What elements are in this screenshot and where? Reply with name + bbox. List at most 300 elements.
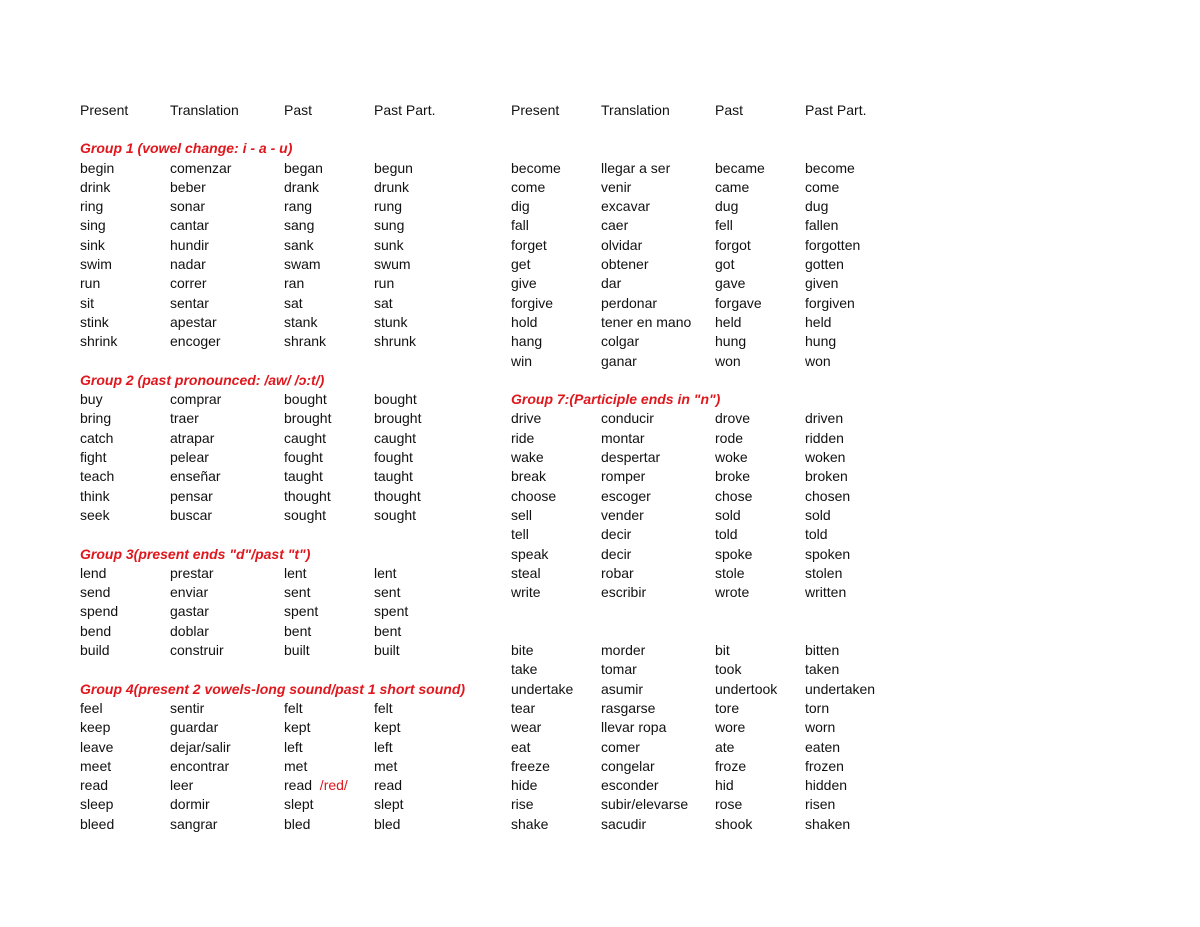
translation: tomar: [601, 661, 637, 678]
verb-row: [511, 680, 915, 699]
past-form: wore: [715, 719, 746, 736]
present-form: drive: [511, 410, 542, 427]
verb-row: [511, 467, 915, 486]
translation: llegar a ser: [601, 159, 671, 176]
translation: gastar: [170, 603, 209, 620]
column-header: Past: [284, 102, 313, 118]
verb-row: [80, 178, 484, 197]
present-form: rise: [511, 796, 534, 813]
translation: comer: [601, 738, 640, 755]
past-form: sold: [715, 506, 741, 523]
present-form: sell: [511, 506, 533, 523]
present-form: choose: [511, 487, 557, 504]
past-form: told: [715, 526, 738, 543]
verb-row: [80, 159, 484, 178]
past-participle: fought: [374, 449, 413, 466]
past-participle: risen: [805, 796, 836, 813]
verb-row: [511, 159, 915, 178]
spacer: [511, 622, 915, 641]
column-header: Past: [715, 102, 744, 118]
translation: correr: [170, 275, 207, 292]
translation: romper: [601, 468, 646, 485]
translation: robar: [601, 564, 634, 581]
translation: beber: [170, 178, 206, 195]
past-form: forgave: [715, 294, 762, 311]
translation: caer: [601, 217, 629, 234]
past-participle: thought: [374, 487, 421, 504]
translation: cantar: [170, 217, 209, 234]
past-participle: sought: [374, 506, 417, 523]
column-header: Past Part.: [374, 102, 436, 118]
present-form: lend: [80, 564, 107, 581]
past-participle: bought: [374, 391, 417, 408]
column-header-row: [80, 101, 484, 120]
verb-row: [80, 564, 484, 583]
present-form: freeze: [511, 757, 550, 774]
past-form: sank: [284, 236, 314, 253]
past-participle: taken: [805, 661, 840, 678]
present-form: wear: [511, 719, 542, 736]
past-participle: given: [805, 275, 839, 292]
verb-row: [511, 545, 915, 564]
past-form: bought: [284, 391, 327, 408]
verb-row: [80, 699, 484, 718]
past-form: broke: [715, 468, 751, 485]
translation: sangrar: [170, 815, 218, 832]
verb-row: [80, 718, 484, 737]
translation: encontrar: [170, 757, 230, 774]
verb-row: [80, 313, 484, 332]
translation: guardar: [170, 719, 219, 736]
past-form: bit: [715, 642, 730, 659]
verb-row: [80, 467, 484, 486]
past-participle: chosen: [805, 487, 851, 504]
verb-row: [511, 352, 915, 371]
group-title: Group 1 (vowel change: i - a - u): [80, 140, 293, 157]
past-participle: bent: [374, 622, 402, 639]
past-participle: shrunk: [374, 333, 417, 350]
past-form: felt: [284, 699, 303, 716]
verb-row: [511, 660, 915, 679]
past-form: rang: [284, 198, 313, 215]
verb-row: [511, 583, 915, 602]
translation: llevar ropa: [601, 719, 667, 736]
verb-row: [511, 197, 915, 216]
translation: enseñar: [170, 468, 221, 485]
translation: asumir: [601, 680, 644, 697]
past-form: held: [715, 313, 742, 330]
translation: decir: [601, 545, 632, 562]
column-header: Present: [80, 102, 129, 118]
spacer: [80, 120, 484, 139]
verb-row: [511, 757, 915, 776]
verb-row: [80, 448, 484, 467]
present-form: come: [511, 178, 546, 195]
past-form: got: [715, 256, 735, 273]
present-form: sink: [80, 236, 105, 253]
present-form: hang: [511, 333, 543, 350]
verb-row: [80, 506, 484, 525]
present-form: speak: [511, 545, 549, 562]
present-form: tear: [511, 699, 536, 716]
verb-row: [511, 294, 915, 313]
translation: tener en mano: [601, 313, 692, 330]
past-form: undertook: [715, 680, 778, 697]
translation: olvidar: [601, 236, 643, 253]
translation: ganar: [601, 352, 637, 369]
past-form: rode: [715, 429, 744, 446]
present-form: run: [80, 275, 101, 292]
present-form: buy: [80, 391, 103, 408]
past-participle: spoken: [805, 545, 851, 562]
present-form: send: [80, 584, 111, 601]
past-form: read /red/: [284, 777, 348, 794]
translation: escribir: [601, 584, 647, 601]
present-form: forget: [511, 236, 547, 253]
verb-row: [511, 795, 915, 814]
translation: pelear: [170, 449, 209, 466]
past-participle: drunk: [374, 178, 410, 195]
present-form: begin: [80, 159, 115, 176]
present-form: give: [511, 275, 537, 292]
past-form: shrank: [284, 333, 327, 350]
translation: sentir: [170, 699, 205, 716]
present-form: meet: [80, 757, 112, 774]
past-form: bent: [284, 622, 312, 639]
verb-row: [511, 448, 915, 467]
past-participle: eaten: [805, 738, 841, 755]
column-header-row: [511, 101, 915, 120]
past-form: hung: [715, 333, 747, 350]
past-participle: driven: [805, 410, 844, 427]
past-form: took: [715, 661, 742, 678]
past-participle: told: [805, 526, 828, 543]
past-form: thought: [284, 487, 331, 504]
present-form: fight: [80, 449, 107, 466]
past-form: taught: [284, 468, 323, 485]
present-form: tell: [511, 526, 529, 543]
verb-row: [511, 506, 915, 525]
past-form: chose: [715, 487, 753, 504]
past-participle: brought: [374, 410, 422, 427]
spacer: [80, 525, 484, 544]
spacer: [511, 120, 915, 139]
past-participle: rung: [374, 198, 403, 215]
past-participle: undertaken: [805, 680, 876, 697]
verb-row: [511, 487, 915, 506]
translation: subir/elevarse: [601, 796, 689, 813]
present-form: shrink: [80, 333, 118, 350]
past-form: brought: [284, 410, 332, 427]
present-form: dig: [511, 198, 530, 215]
past-participle: held: [805, 313, 832, 330]
verb-row: [511, 236, 915, 255]
translation: obtener: [601, 256, 649, 273]
present-form: read: [80, 777, 109, 794]
past-participle: forgiven: [805, 294, 855, 311]
present-form: bring: [80, 410, 112, 427]
present-form: wake: [511, 449, 544, 466]
translation: montar: [601, 429, 645, 446]
verb-row: [511, 564, 915, 583]
group-title: Group 3(present ends "d"/past "t"): [80, 545, 311, 562]
verb-row: [80, 294, 484, 313]
verb-row: [80, 409, 484, 428]
translation: dar: [601, 275, 622, 292]
translation: encoger: [170, 333, 221, 350]
present-form: bite: [511, 642, 534, 659]
translation: venir: [601, 178, 632, 195]
verb-row: [511, 255, 915, 274]
group-title: Group 4(present 2 vowels-long sound/past 1 short sound): [80, 680, 466, 697]
past-participle: fallen: [805, 217, 839, 234]
translation: leer: [170, 777, 194, 794]
present-form: leave: [80, 738, 114, 755]
verb-row: [511, 274, 915, 293]
translation: conducir: [601, 410, 654, 427]
verb-row: [80, 622, 484, 641]
past-participle: bitten: [805, 642, 840, 659]
verb-row: [80, 757, 484, 776]
spacer: [511, 371, 915, 390]
past-form: became: [715, 159, 765, 176]
past-form: drove: [715, 410, 751, 427]
past-participle: spent: [374, 603, 409, 620]
past-form: fought: [284, 449, 323, 466]
past-participle: felt: [374, 699, 393, 716]
past-form: bled: [284, 815, 311, 832]
present-form: sing: [80, 217, 106, 234]
past-form: lent: [284, 564, 307, 581]
past-form: sang: [284, 217, 315, 234]
past-participle: read: [374, 777, 403, 794]
verb-row: [511, 776, 915, 795]
translation: excavar: [601, 198, 651, 215]
past-participle: worn: [805, 719, 836, 736]
verb-row: [511, 216, 915, 235]
past-participle: taught: [374, 468, 413, 485]
past-participle: written: [805, 584, 847, 601]
present-form: stink: [80, 313, 109, 330]
past-form: swam: [284, 256, 321, 273]
past-form: kept: [284, 719, 311, 736]
past-form: woke: [715, 449, 748, 466]
verb-row: [80, 197, 484, 216]
pronunciation-note: /red/: [312, 777, 348, 794]
verb-row: [80, 641, 484, 660]
translation: pensar: [170, 487, 213, 504]
verb-row: [80, 255, 484, 274]
past-form: shook: [715, 815, 753, 832]
present-form: become: [511, 159, 561, 176]
left-verb-table: [80, 101, 484, 834]
present-form: steal: [511, 564, 541, 581]
verb-row: [511, 429, 915, 448]
present-form: eat: [511, 738, 531, 755]
verb-row: [80, 738, 484, 757]
spacer: [511, 139, 915, 158]
past-participle: come: [805, 178, 840, 195]
present-form: bend: [80, 622, 112, 639]
translation: atrapar: [170, 429, 215, 446]
past-form: tore: [715, 699, 740, 716]
verb-row: [80, 583, 484, 602]
verb-row: [80, 332, 484, 351]
verb-row: [511, 525, 915, 544]
present-form: spend: [80, 603, 119, 620]
spacer: [80, 660, 484, 679]
spacer: [511, 602, 915, 621]
translation: prestar: [170, 564, 214, 581]
past-participle: dug: [805, 198, 829, 215]
present-form: sleep: [80, 796, 114, 813]
past-participle: lent: [374, 564, 397, 581]
verb-row: [80, 487, 484, 506]
translation: despertar: [601, 449, 661, 466]
past-participle: left: [374, 738, 393, 755]
translation: morder: [601, 642, 646, 659]
translation: escoger: [601, 487, 651, 504]
past-form: left: [284, 738, 303, 755]
translation: perdonar: [601, 294, 658, 311]
past-form: began: [284, 159, 323, 176]
translation: rasgarse: [601, 699, 656, 716]
verb-row: [80, 236, 484, 255]
present-form: undertake: [511, 680, 574, 697]
translation: congelar: [601, 757, 655, 774]
present-form: get: [511, 256, 531, 273]
past-form: spent: [284, 603, 319, 620]
past-form: fell: [715, 217, 733, 234]
past-form: slept: [284, 796, 314, 813]
past-participle: begun: [374, 159, 413, 176]
past-form: dug: [715, 198, 739, 215]
past-form: ate: [715, 738, 735, 755]
verb-row: [511, 815, 915, 834]
verb-row: [80, 274, 484, 293]
past-participle: woken: [805, 449, 846, 466]
verb-row: [511, 718, 915, 737]
translation: decir: [601, 526, 632, 543]
past-form: sent: [284, 584, 311, 601]
translation: sonar: [170, 198, 206, 215]
column-header: Past Part.: [805, 102, 867, 118]
past-participle: sat: [374, 294, 393, 311]
past-participle: sent: [374, 584, 401, 601]
translation: sacudir: [601, 815, 647, 832]
verb-row: [80, 216, 484, 235]
verb-row: [511, 332, 915, 351]
past-participle: kept: [374, 719, 401, 736]
verb-row: [80, 815, 484, 834]
verb-row: [80, 602, 484, 621]
past-participle: caught: [374, 429, 417, 446]
past-form: ran: [284, 275, 305, 292]
present-form: ring: [80, 198, 104, 215]
present-form: hold: [511, 313, 538, 330]
past-participle: sunk: [374, 236, 404, 253]
verb-row: [511, 699, 915, 718]
translation: colgar: [601, 333, 640, 350]
past-form: froze: [715, 757, 747, 774]
past-form: stank: [284, 313, 318, 330]
past-form: drank: [284, 178, 320, 195]
translation: apestar: [170, 313, 217, 330]
past-form: spoke: [715, 545, 753, 562]
past-participle: met: [374, 757, 398, 774]
translation: traer: [170, 410, 199, 427]
past-form: forgot: [715, 236, 751, 253]
column-header: Present: [511, 102, 560, 118]
past-participle: shaken: [805, 815, 851, 832]
verb-row: [80, 390, 484, 409]
present-form: hide: [511, 777, 538, 794]
translation: vender: [601, 506, 644, 523]
present-form: sit: [80, 294, 94, 311]
translation: comenzar: [170, 159, 232, 176]
present-form: keep: [80, 719, 111, 736]
translation: comprar: [170, 391, 222, 408]
group-title: Group 2 (past pronounced: /aw/ /ɔ:t/): [80, 371, 325, 388]
translation: sentar: [170, 294, 209, 311]
translation: enviar: [170, 584, 209, 601]
past-form: hid: [715, 777, 734, 794]
past-participle: built: [374, 642, 400, 659]
verb-row: [80, 429, 484, 448]
past-participle: torn: [805, 699, 830, 716]
translation: hundir: [170, 236, 209, 253]
present-form: write: [511, 584, 541, 601]
past-form: caught: [284, 429, 327, 446]
past-form: built: [284, 642, 310, 659]
past-participle: forgotten: [805, 236, 861, 253]
present-form: catch: [80, 429, 114, 446]
past-participle: hung: [805, 333, 837, 350]
translation: construir: [170, 642, 224, 659]
present-form: break: [511, 468, 547, 485]
present-form: seek: [80, 506, 110, 523]
group-title: Group 7:(Participle ends in "n"): [511, 391, 721, 408]
past-form: came: [715, 178, 750, 195]
translation: doblar: [170, 622, 209, 639]
past-form: met: [284, 757, 308, 774]
verb-row: [511, 409, 915, 428]
past-participle: sung: [374, 217, 405, 234]
present-form: build: [80, 642, 110, 659]
past-participle: stolen: [805, 564, 843, 581]
past-participle: ridden: [805, 429, 844, 446]
past-form: wrote: [715, 584, 750, 601]
past-participle: stunk: [374, 313, 408, 330]
right-verb-table: [511, 101, 915, 834]
past-form: rose: [715, 796, 743, 813]
column-header: Translation: [170, 102, 239, 118]
past-participle: gotten: [805, 256, 844, 273]
past-participle: sold: [805, 506, 831, 523]
past-participle: frozen: [805, 757, 844, 774]
past-participle: won: [805, 352, 831, 369]
past-form: gave: [715, 275, 746, 292]
verb-row: [511, 178, 915, 197]
verb-row: [80, 795, 484, 814]
spacer: [80, 352, 484, 371]
past-form: sat: [284, 294, 303, 311]
present-form: forgive: [511, 294, 554, 311]
present-form: swim: [80, 256, 112, 273]
past-form: won: [715, 352, 741, 369]
past-participle: broken: [805, 468, 848, 485]
past-participle: swum: [374, 256, 411, 273]
